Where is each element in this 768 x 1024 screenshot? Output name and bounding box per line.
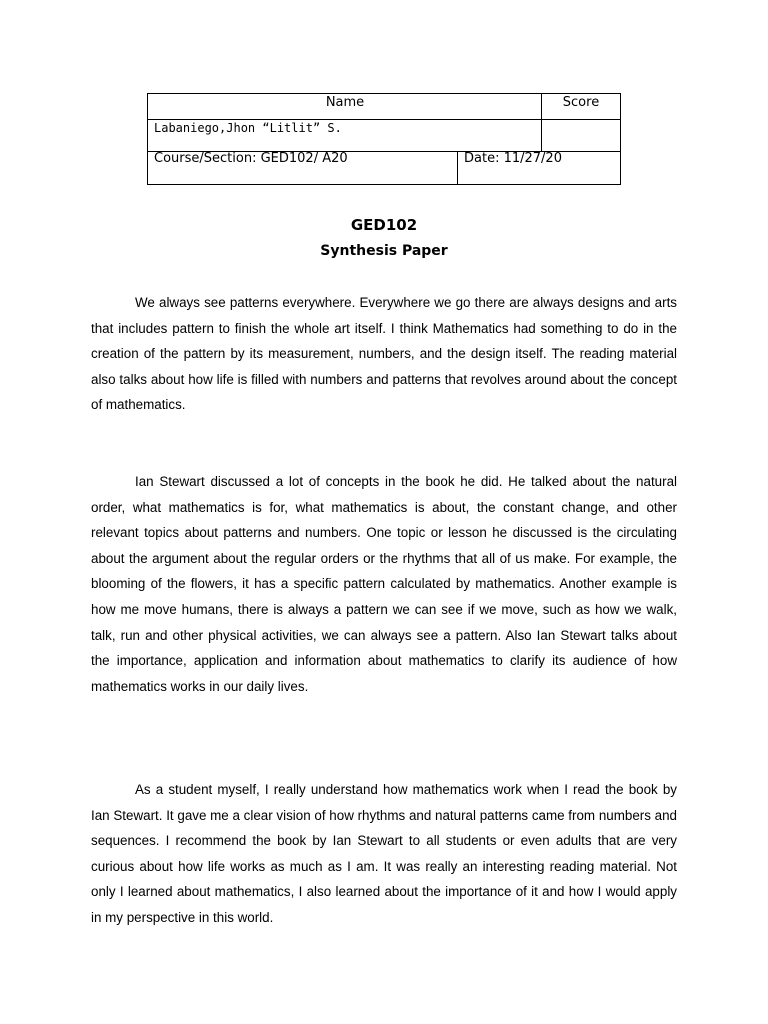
date: Date: 11/27/20	[464, 151, 562, 166]
course-section: Course/Section: GED102/ A20	[154, 151, 348, 166]
document-title: GED102	[350, 216, 418, 234]
student-info-table	[147, 93, 621, 185]
score-value	[542, 120, 620, 151]
paragraph: We always see patterns everywhere. Everywhere we go there are always designs and arts that includes pattern to finish the whole art itself. I think Mathematics had something to do in the creation of the pattern by its measurement, numbers, and the design itself. The reading material also talks about how life is filled with numbers and patterns that revolves around about the concept of mathematics.	[91, 295, 677, 413]
document-subtitle: Synthesis Paper	[320, 243, 448, 259]
name-header: Name	[325, 95, 365, 110]
paragraph: Ian Stewart discussed a lot of concepts in the book he did. He talked about the natural order, what mathematics is for, what mathematics is about, the constant change, and other relevant topics about patterns and numbers. One topic or lesson he discussed is the circulating about the argument about the regular orders or the rhythms that all of us make. For example, the blooming of the flowers, it has a specific pattern calculated by mathematics. Another example is how me move humans, there is always a pattern we can see if we move, such as how we walk, talk, run and other physical activities, we can always see a pattern. Also Ian Stewart talks about the importance, application and information about mathematics to clarify its audience of how mathematics works in our daily lives.	[91, 474, 677, 694]
score-header: Score	[562, 95, 600, 110]
student-name: Labaniego,Jhon “Litlit” S.	[154, 121, 342, 135]
paragraph: As a student myself, I really understand how mathematics work when I read the book by Ian Stewart. It gave me a clear vision of how rhythms and natural patterns came from numbers and sequences. I recommend the book by Ian Stewart to all students or even adults that are very curious about how life works as much as I am. It was really an interesting reading material. Not only I learned about mathematics, I also learned about the importance of it and how I would apply in my perspective in this world.	[91, 782, 677, 925]
table-divider	[457, 151, 458, 184]
